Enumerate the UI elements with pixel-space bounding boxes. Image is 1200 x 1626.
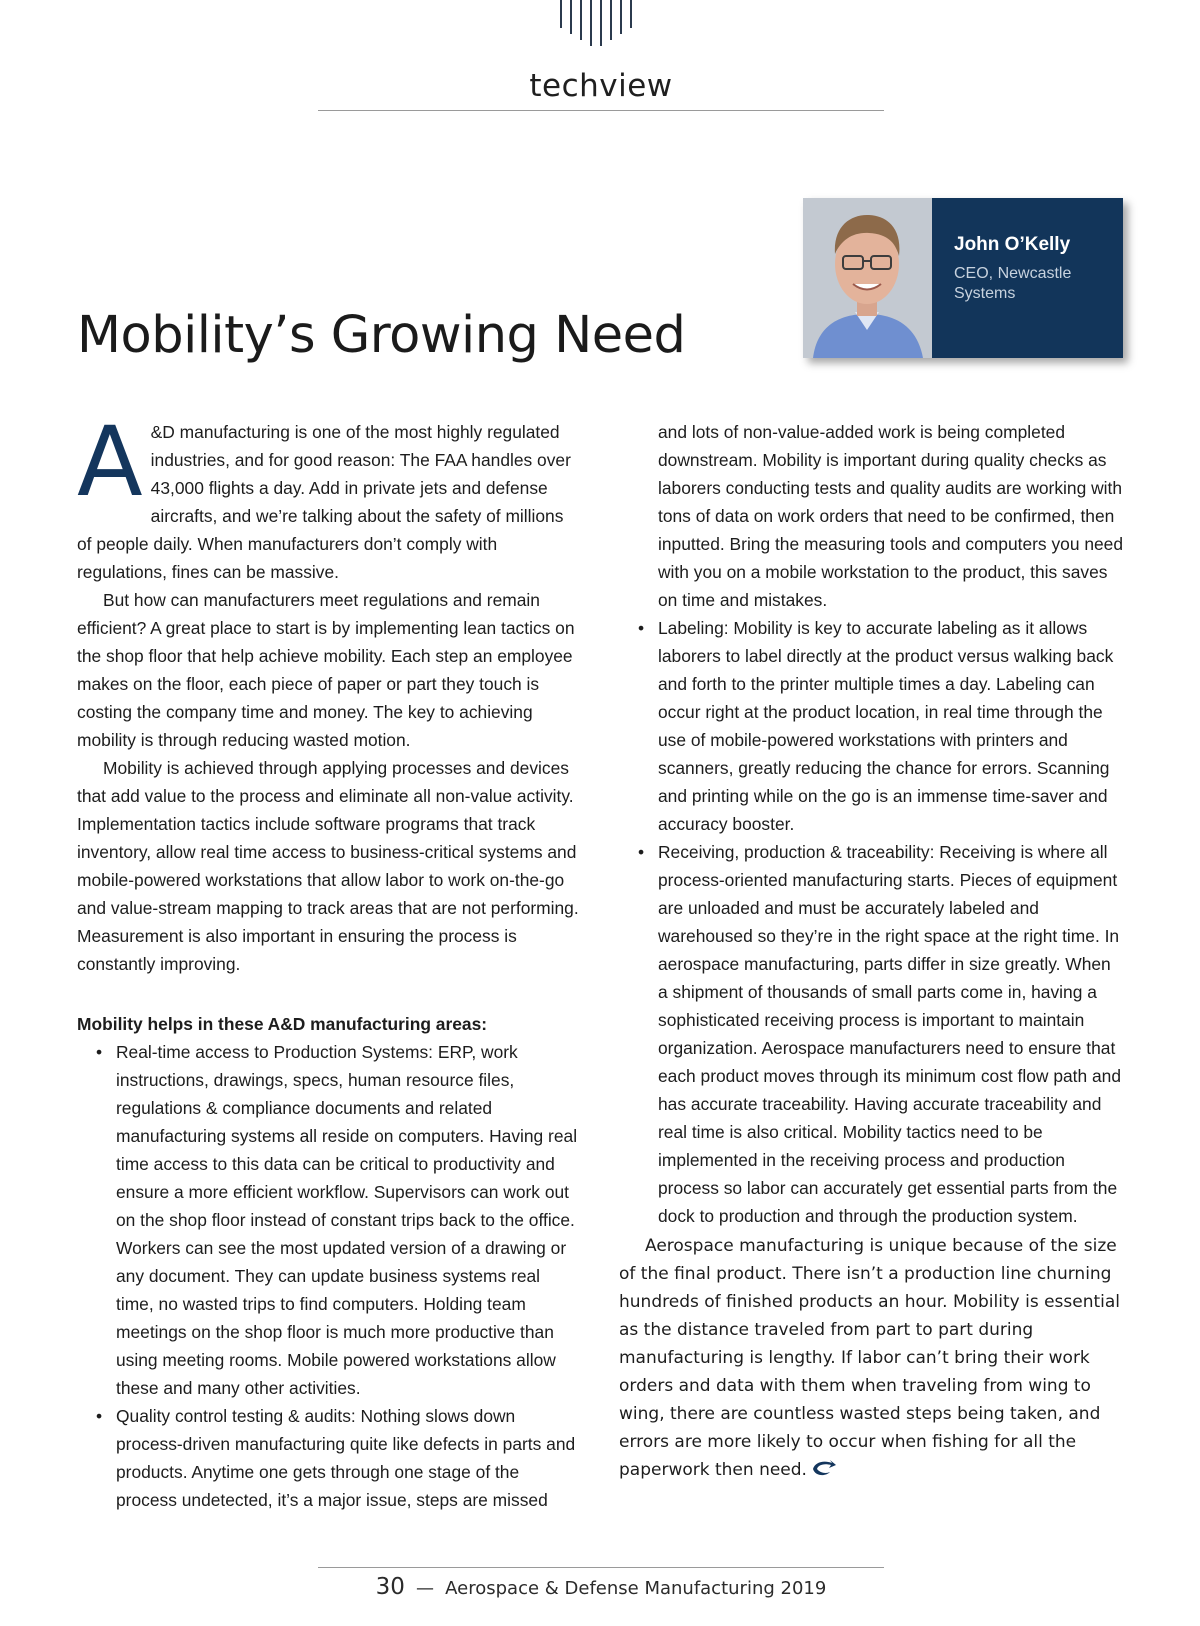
author-name: John O’Kelly [954, 234, 1071, 255]
end-mark-icon [811, 1459, 837, 1477]
list-item: • Labeling: Mobility is key to accurate labeling as it allows laborers to label directly at the product versus walking back and forth to the printer multiple times a day. Labeling can occur right at the product location, in real time through the use of mobile-powered workstations with printers and scanners, greatly reducing the chance for errors. Scanning and printing while on the go is an immense time-saver and accuracy booster. [658, 614, 1124, 838]
closing-paragraph [619, 1232, 1124, 1484]
page-number: 30 [375, 1574, 405, 1600]
closing-text: Aerospace manufacturing is unique because of the size of the final product. There isn’t a production line churning hundreds of finished products an hour. Mobility is essential as the distance traveled from part to part during manufacturing is lengthy. If labor can’t bring their work orders and data with them when traveling from wing to wing, there are countless wasted steps being taken, and errors are more likely to occur when fishing for all the paperwork then need. [619, 1236, 1121, 1480]
author-info [932, 198, 1123, 358]
author-photo [803, 198, 932, 358]
bullet-list-left [77, 1038, 579, 1514]
list-item: • Real-time access to Production Systems: ERP, work instructions, drawings, specs, human resource files, regulations & compliance documents and related manufacturing systems all reside on computers. Having real time access to this data can be critical to productivity and ensure a more efficient workflow. Supervisors can work out on the shop floor instead of constant trips back to the office. Workers can see the most updated version of a drawing or any document. They can update business systems real time, no wasted trips to find computers. Holding team meetings on the shop floor is much more productive than using meeting rooms. Mobile powered workstations allow these and many other activities. [116, 1038, 579, 1402]
bullet-list-right [619, 614, 1124, 1230]
header-decoration-lines [558, 0, 644, 46]
body-paragraph: Mobility is achieved through applying processes and devices that add value to the process and eliminate all non-value activity. Implementation tactics include software programs that track inventory, allow real time access to business-critical systems and mobile-powered workstations that allow labor to work on-the-go and value-stream mapping to track areas that are not performing. Measurement is also important in ensuring the process is constantly improving. [77, 758, 579, 974]
drop-cap: A [77, 406, 143, 518]
list-item: • Quality control testing & audits: Nothing slows down process-driven manufacturing quite like defects in parts and products. Anytime one gets through one stage of the process undetected, it’s a major issue, steps are missed [116, 1402, 579, 1514]
intro-text: &D manufacturing is one of the most highly regulated industries, and for good reason: The FAA handles over 43,000 flights a day. Add in private jets and defense aircrafts, and we’re talking about the safety of millions of people daily. When manufacturers don’t comply with regulations, fines can be massive. [77, 422, 571, 582]
list-subhead: Mobility helps in these A&D manufacturing areas: [77, 1014, 488, 1034]
list-item: • Receiving, production & traceability: Receiving is where all process-oriented manufacturing starts. Pieces of equipment are unloaded and must be accurately labeled and warehoused so they’re in the right space at the right time. In aerospace manufacturing, parts differ in size greatly. When a shipment of thousands of small parts come in, having a sophisticated receiving process is important to maintain organization. Aerospace manufacturers need to ensure that each product moves through its minimum cost flow path and has accurate traceability. Having accurate traceability and real time is also critical. Mobility tactics need to be implemented in the receiving process and production process so labor can accurately get essential parts from the dock to production and through the production system. [658, 838, 1124, 1230]
article-title: Mobility’s Growing Need [77, 306, 686, 365]
footer-rule [318, 1567, 884, 1568]
publication-name: Aerospace & Defense Manufacturing 2019 [445, 1578, 827, 1599]
section-label: techview [529, 68, 673, 104]
left-column [77, 406, 579, 1514]
list-item-continuation: and lots of non-value-added work is being completed downstream. Mobility is important during quality checks as laborers conducting tests and quality audits are working with tons of data on work orders that need to be confirmed, then inputted. Bring the measuring tools and computers you need with you on a mobile workstation to the product, this saves on time and mistakes. [658, 422, 1124, 610]
author-role: CEO, Newcastle Systems [954, 265, 1072, 302]
author-card [803, 198, 1123, 358]
intro-paragraph [77, 406, 579, 586]
footer-separator: — [416, 1578, 435, 1599]
body-paragraph: But how can manufacturers meet regulations and remain efficient? A great place to start is by implementing lean tactics on the shop floor that help achieve mobility. Each step an employee makes on the floor, each piece of paper or part they touch is costing the company time and money. The key to achieving mobility is through reducing wasted motion. [77, 590, 575, 750]
header-rule [318, 110, 884, 111]
right-column [619, 418, 1124, 1484]
page-footer [318, 1574, 884, 1600]
